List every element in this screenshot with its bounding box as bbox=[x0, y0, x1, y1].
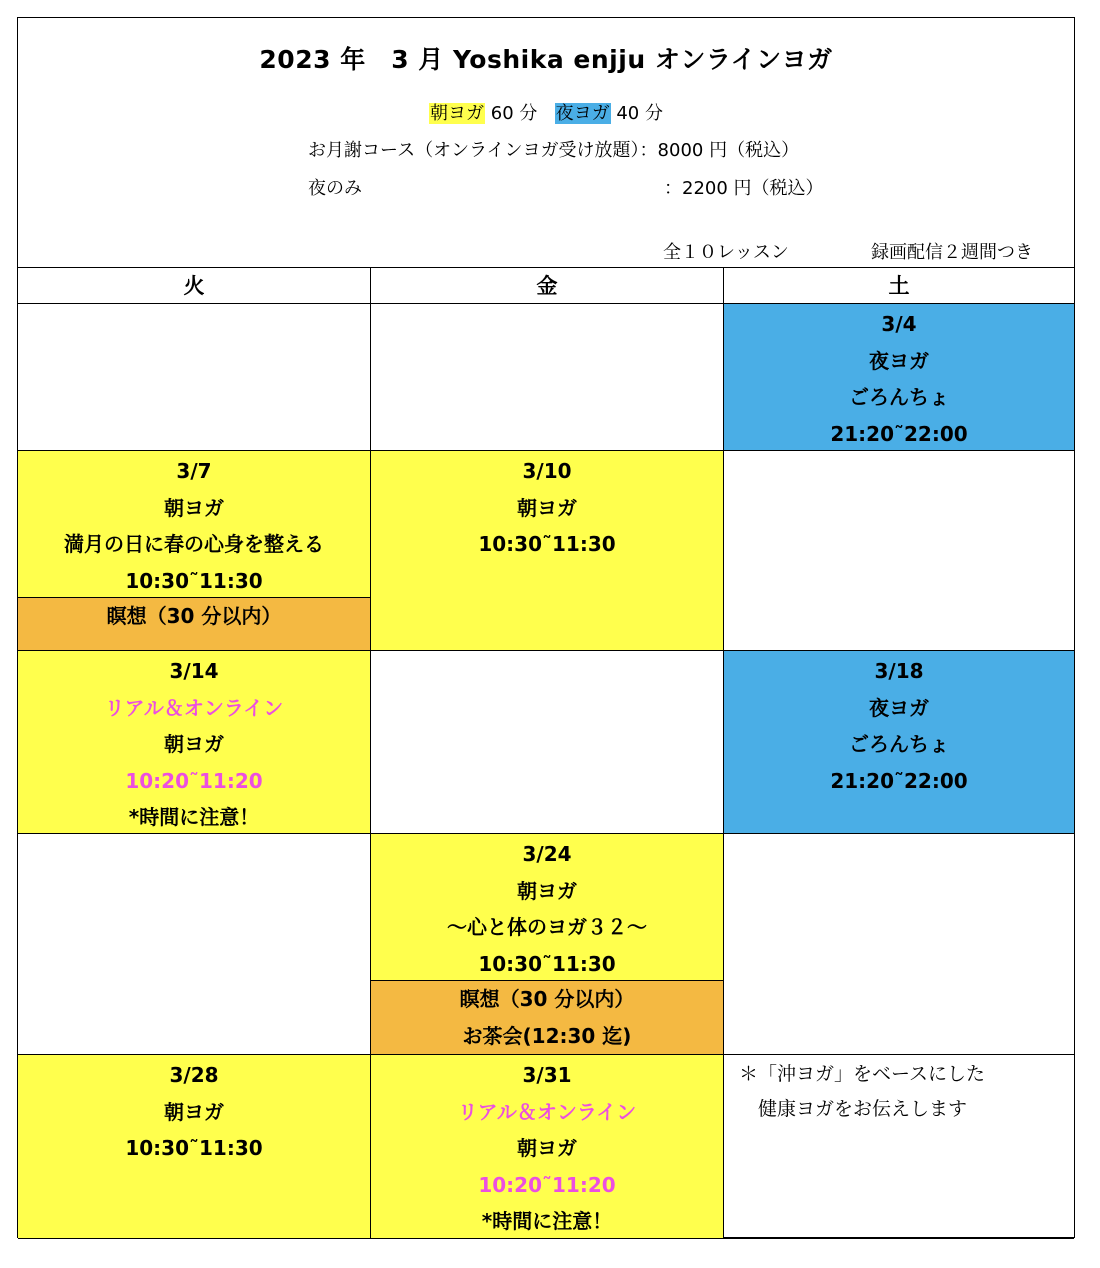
price-monthly: お月謝コース（オンラインヨガ受け放題）：8000 円（税込） bbox=[308, 140, 800, 161]
day-cell-tue bbox=[18, 451, 371, 651]
meditation-block bbox=[18, 597, 370, 650]
lesson-line: 満月の日に春の心身を整える bbox=[64, 532, 324, 556]
day-cell-sat bbox=[724, 304, 1074, 451]
lesson-line: 朝ヨガ bbox=[164, 1099, 224, 1124]
price-night-value: ：2200 円（税込） bbox=[664, 178, 824, 199]
lesson-line: 21:20˜22:00 bbox=[830, 768, 968, 793]
lesson-line: ～心と体のヨガ３２～ bbox=[447, 915, 647, 939]
day-header-saturday: 土 bbox=[888, 274, 910, 298]
page-title: 2023 年 3 月 Yoshika enjju オンラインヨガ bbox=[259, 45, 833, 74]
day-cell-fri bbox=[371, 1055, 724, 1239]
day-header-tuesday: 火 bbox=[18, 268, 371, 304]
lesson-line: 朝ヨガ bbox=[164, 732, 224, 756]
lesson-line: リアル＆オンライン bbox=[457, 1099, 637, 1124]
lesson-line: 10:20˜11:20 bbox=[478, 1172, 616, 1197]
day-cell-tue bbox=[18, 834, 371, 1055]
lesson-line: リアル＆オンライン bbox=[104, 695, 284, 720]
price-night-label: 夜のみ bbox=[308, 178, 362, 199]
meditation-line: 瞑想（30 分以内） bbox=[106, 604, 282, 628]
lesson-date: 3/14 bbox=[169, 659, 219, 683]
day-cell-sat bbox=[724, 1055, 1074, 1239]
lesson-line: 朝ヨガ bbox=[164, 495, 224, 520]
lesson-line: 10:20˜11:20 bbox=[125, 768, 263, 793]
lesson-block bbox=[371, 834, 723, 980]
lesson-line: 10:30˜11:30 bbox=[478, 532, 616, 556]
legend-night-length: 40 分 bbox=[616, 103, 663, 124]
day-cell-tue bbox=[18, 304, 371, 451]
lesson-block bbox=[724, 304, 1074, 450]
lesson-line: *時間に注意！ bbox=[481, 1209, 613, 1233]
day-cell-fri bbox=[371, 304, 724, 451]
meditation-line: 瞑想（30 分以内） bbox=[459, 987, 635, 1011]
memo-line: 健康ヨガをお伝えします bbox=[739, 1098, 968, 1120]
day-header-friday: 金 bbox=[371, 268, 724, 304]
lesson-block bbox=[371, 451, 723, 650]
lesson-line: 夜ヨガ bbox=[869, 348, 929, 373]
legend-morning-label: 朝ヨガ bbox=[430, 103, 485, 124]
schedule-sheet bbox=[17, 17, 1075, 1238]
lesson-date: 3/24 bbox=[522, 842, 572, 866]
lesson-date: 3/28 bbox=[169, 1063, 219, 1087]
legend bbox=[18, 99, 1074, 125]
lesson-line: 10:30˜11:30 bbox=[125, 568, 263, 593]
lesson-line: 朝ヨガ bbox=[517, 495, 577, 520]
day-cell-fri bbox=[371, 651, 724, 834]
lesson-date: 3/18 bbox=[874, 659, 924, 683]
lesson-block bbox=[724, 651, 1074, 833]
lesson-line: 朝ヨガ bbox=[517, 878, 577, 903]
lesson-date: 3/7 bbox=[176, 459, 212, 483]
lesson-block bbox=[18, 1055, 370, 1238]
day-cell-sat bbox=[724, 451, 1074, 651]
meditation-block bbox=[371, 980, 723, 1054]
lesson-date: 3/10 bbox=[522, 459, 572, 483]
day-cell-tue bbox=[18, 651, 371, 834]
day-cell-tue bbox=[18, 1055, 371, 1239]
day-cell-sat bbox=[724, 651, 1074, 834]
lesson-block bbox=[18, 451, 370, 597]
lesson-line: 10:30˜11:30 bbox=[478, 951, 616, 976]
lesson-block bbox=[371, 1055, 723, 1238]
lesson-line: ごろんちょ bbox=[849, 732, 949, 756]
legend-morning-length: 60 分 bbox=[490, 103, 538, 124]
lesson-line: 朝ヨガ bbox=[517, 1136, 577, 1160]
lesson-date: 3/31 bbox=[522, 1063, 572, 1087]
day-cell-sat bbox=[724, 834, 1074, 1055]
memo-line: ＊「沖ヨガ」をベースにした bbox=[739, 1063, 986, 1085]
day-cell-fri bbox=[371, 834, 724, 1055]
day-cell-fri bbox=[371, 451, 724, 651]
schedule-header bbox=[18, 18, 1074, 268]
note-recording: 録画配信２週間つき bbox=[871, 242, 1033, 263]
day-header-row bbox=[18, 267, 1074, 304]
lesson-line: 21:20˜22:00 bbox=[830, 421, 968, 446]
lesson-line: ごろんちょ bbox=[849, 385, 949, 409]
lesson-line: 夜ヨガ bbox=[869, 695, 929, 720]
lesson-date: 3/4 bbox=[881, 312, 917, 336]
lesson-line: 10:30˜11:30 bbox=[125, 1136, 263, 1160]
lesson-block bbox=[18, 651, 370, 833]
legend-night-label: 夜ヨガ bbox=[555, 103, 610, 124]
lesson-line: *時間に注意！ bbox=[128, 805, 260, 829]
note-lesson-count: 全１０レッスン bbox=[663, 242, 789, 263]
meditation-line: お茶会(12:30 迄) bbox=[462, 1023, 632, 1048]
